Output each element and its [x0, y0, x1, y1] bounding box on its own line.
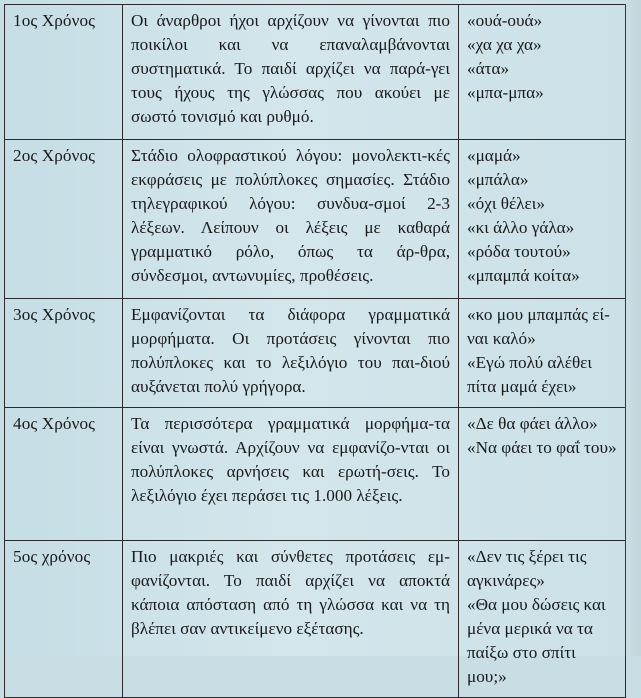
age-cell: 4ος Χρόνος	[5, 408, 123, 541]
example-text: «χα χα χα»	[467, 35, 542, 54]
description-cell: Οι άναρθροι ήχοι αρχίζουν να γίνονται πιο ποικίλοι και να επαναλαμβάνονται συστηματικά. Το παιδί αρχίζει να παρά-γει τους ήχους της γλώσσας που ακούει με σωστό τονισμό και ρυθμό.	[123, 5, 459, 140]
table-row	[5, 299, 626, 408]
examples-cell	[459, 140, 626, 299]
table-row	[5, 5, 626, 140]
example-text: «Θα μου δώσεις και μένα μερικά να τα παίξω στο σπίτι μου;»	[467, 595, 606, 686]
example-text: «μπάλα»	[467, 170, 529, 189]
table-row	[5, 408, 626, 541]
table-row	[5, 140, 626, 299]
example-text: «όχι θέλει»	[467, 194, 545, 213]
language-development-table	[4, 4, 626, 698]
example-text: «μπαμπά κοίτα»	[467, 266, 580, 285]
example-text: «Δεν τις ξέρει τις αγκινάρες»	[467, 547, 587, 590]
example-text: «Εγώ πολύ αλέθει πίτα μαμά έχει»	[467, 353, 593, 396]
example-text: «κι άλλο γάλα»	[467, 218, 575, 237]
age-cell: 2ος Χρόνος	[5, 140, 123, 299]
examples-cell	[459, 408, 626, 541]
examples-cell	[459, 299, 626, 408]
age-cell: 1ος Χρόνος	[5, 5, 123, 140]
examples-cell	[459, 541, 626, 698]
example-text: «Δε θα φάει άλλο»	[467, 414, 598, 433]
description-cell: Στάδιο ολοφραστικού λόγου: μονολεκτι-κές εκφράσεις με πολύπλοκες σημασίες. Στάδιο τηλεγραφικού λόγου: συνδυα-σμοί 2-3 λέξεων. Λείπουν οι λέξεις με καθαρά γραμματικό ρόλο, όπως τα άρ-θρα, σύνδεσμοι, αντωνυμίες, προθέσεις.	[123, 140, 459, 299]
age-cell: 3ος Χρόνος	[5, 299, 123, 408]
age-cell: 5ος χρόνος	[5, 541, 123, 698]
example-text: «ρόδα τουτού»	[467, 242, 571, 261]
examples-cell	[459, 5, 626, 140]
page-gutter-shadow	[623, 0, 641, 656]
example-text: «Να φάει το φαΐ του»	[467, 438, 617, 457]
description-cell: Πιο μακριές και σύνθετες προτάσεις εμ-φανίζονται. Το παιδί αρχίζει να αποκτά κάποια απόσταση από τη γλώσσα και να τη βλέπει σαν αντικείμενο εξέτασης.	[123, 541, 459, 698]
example-text: «μαμά»	[467, 146, 521, 165]
example-text: «ουά-ουά»	[467, 11, 543, 30]
description-cell: Εμφανίζονται τα διάφορα γραμματικά μορφήματα. Οι προτάσεις γίνονται πιο πολύπλοκες και το λεξιλόγιο του παι-διού αυξάνεται πολύ γρήγορα.	[123, 299, 459, 408]
example-text: «άτα»	[467, 59, 510, 78]
table-row	[5, 541, 626, 698]
description-cell: Τα περισσότερα γραμματικά μορφήμα-τα είναι γνωστά. Αρχίζουν να εμφανίζο-νται οι πολύπλοκες αρνήσεις και ερωτή-σεις. Το λεξιλόγιο έχει περάσει τις 1.000 λέξεις.	[123, 408, 459, 541]
example-text: «κο μου μπαμπάς εί-ναι καλό»	[467, 305, 610, 348]
example-text: «μπα-μπα»	[467, 83, 544, 102]
